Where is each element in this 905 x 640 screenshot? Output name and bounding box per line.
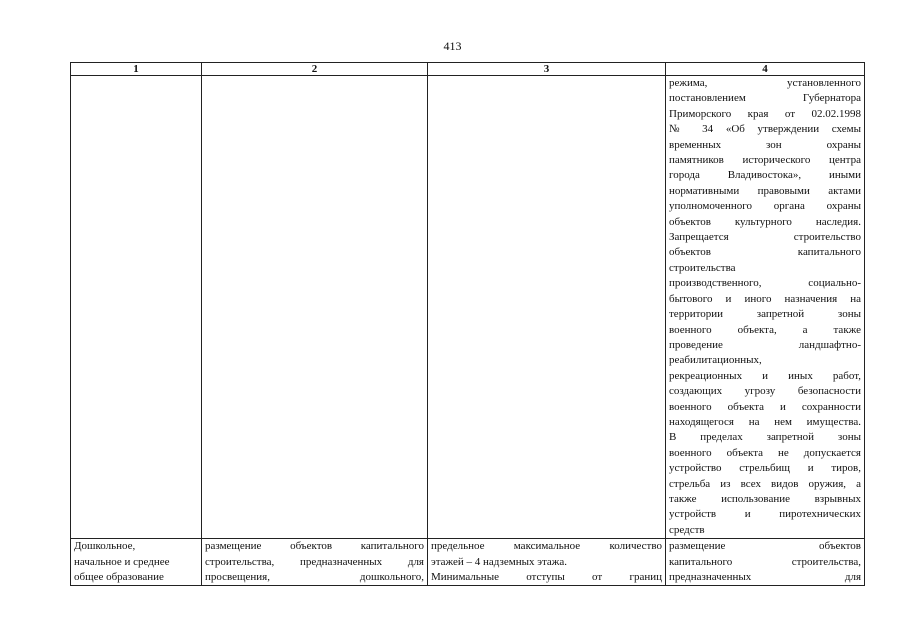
cell-text-line: объектов культурного наследия. — [669, 215, 861, 228]
table-row — [71, 76, 865, 539]
cell-text-line: военного объекта не допускается — [669, 446, 861, 459]
cell-text-line: стрельба из всех видов оружия, а — [669, 477, 861, 490]
cell-text-line: временных зон охраны — [669, 138, 861, 151]
table-header-row — [71, 63, 865, 76]
row1-col2-cell — [202, 76, 428, 539]
cell-text-line: Приморского края от 02.02.1998 — [669, 107, 861, 120]
cell-text-line: военного объекта и сохранности — [669, 400, 861, 413]
cell-text-line: находящегося на нем имущества. — [669, 415, 861, 428]
cell-text-line: реабилитационных, — [669, 354, 762, 367]
cell-text-line: территории запретной зоны — [669, 308, 861, 321]
cell-text-line: проведение ландшафтно- — [669, 338, 861, 351]
column-header-4: 4 — [666, 63, 865, 76]
row1-col1-cell — [71, 76, 202, 539]
row1-col4-cell — [666, 76, 865, 539]
page-number: 413 — [443, 39, 462, 53]
cell-text-line: режима, установленного — [669, 77, 861, 89]
cell-text-line: рекреационных и иных работ, — [669, 369, 861, 382]
row2-col1-cell — [71, 539, 202, 586]
cell-text-line: постановлением Губернатора — [669, 92, 861, 105]
cell-text-line: создающих угрозу безопасности — [669, 385, 861, 398]
row2-col4-cell — [666, 539, 865, 586]
cell-text-line: также использование взрывных — [669, 492, 861, 505]
cell-text-line: Минимальные отступы от границ — [431, 571, 662, 583]
cell-text-line: начальное и среднее — [74, 555, 170, 568]
cell-text-line: предельное максимальное количество — [431, 540, 662, 553]
cell-text-line: В пределах запретной зоны — [669, 431, 861, 444]
cell-text-line: № 34 «Об утверждении схемы — [669, 123, 861, 136]
cell-text-line: размещение объектов — [669, 540, 861, 553]
row2-col2-cell — [202, 539, 428, 586]
row1-col3-cell — [428, 76, 666, 539]
column-header-1: 1 — [71, 63, 202, 76]
cell-text-line: нормативными правовыми актами — [669, 184, 861, 197]
cell-text-line: средств — [669, 523, 705, 536]
cell-text-line: размещение объектов капитального — [205, 540, 424, 553]
cell-text-line: уполномоченного органа охраны — [669, 200, 861, 213]
cell-text-line: производственного, социально- — [669, 277, 861, 290]
cell-text-line: общее образование — [74, 571, 164, 583]
cell-text-line: города Владивостока», иными — [669, 169, 861, 182]
cell-text-line: военного объекта, а также — [669, 323, 861, 336]
cell-text-line: устройств и пиротехнических — [669, 508, 861, 521]
cell-text-line: памятников исторического центра — [669, 154, 861, 167]
cell-text-line: бытового и иного назначения на — [669, 292, 861, 305]
cell-text-line: этажей – 4 надземных этажа. — [431, 555, 568, 568]
row2-col3-cell — [428, 539, 666, 586]
cell-text-line: строительства — [669, 261, 736, 274]
cell-text-line: Запрещается строительство — [669, 231, 861, 244]
cell-text-line: предназначенных для — [669, 571, 861, 583]
cell-text-line: капитального строительства, — [669, 555, 861, 568]
cell-text-line: строительства, предназначенных для — [205, 555, 424, 568]
table-row — [71, 539, 865, 586]
cell-text-line: устройство стрельбищ и тиров, — [669, 462, 861, 475]
cell-text-line: просвещения, дошкольного, — [205, 571, 424, 583]
column-header-3: 3 — [428, 63, 666, 76]
zoning-table — [70, 62, 865, 586]
cell-text-line: объектов капитального — [669, 246, 861, 259]
cell-text-line: Дошкольное, — [74, 540, 136, 553]
column-header-2: 2 — [202, 63, 428, 76]
